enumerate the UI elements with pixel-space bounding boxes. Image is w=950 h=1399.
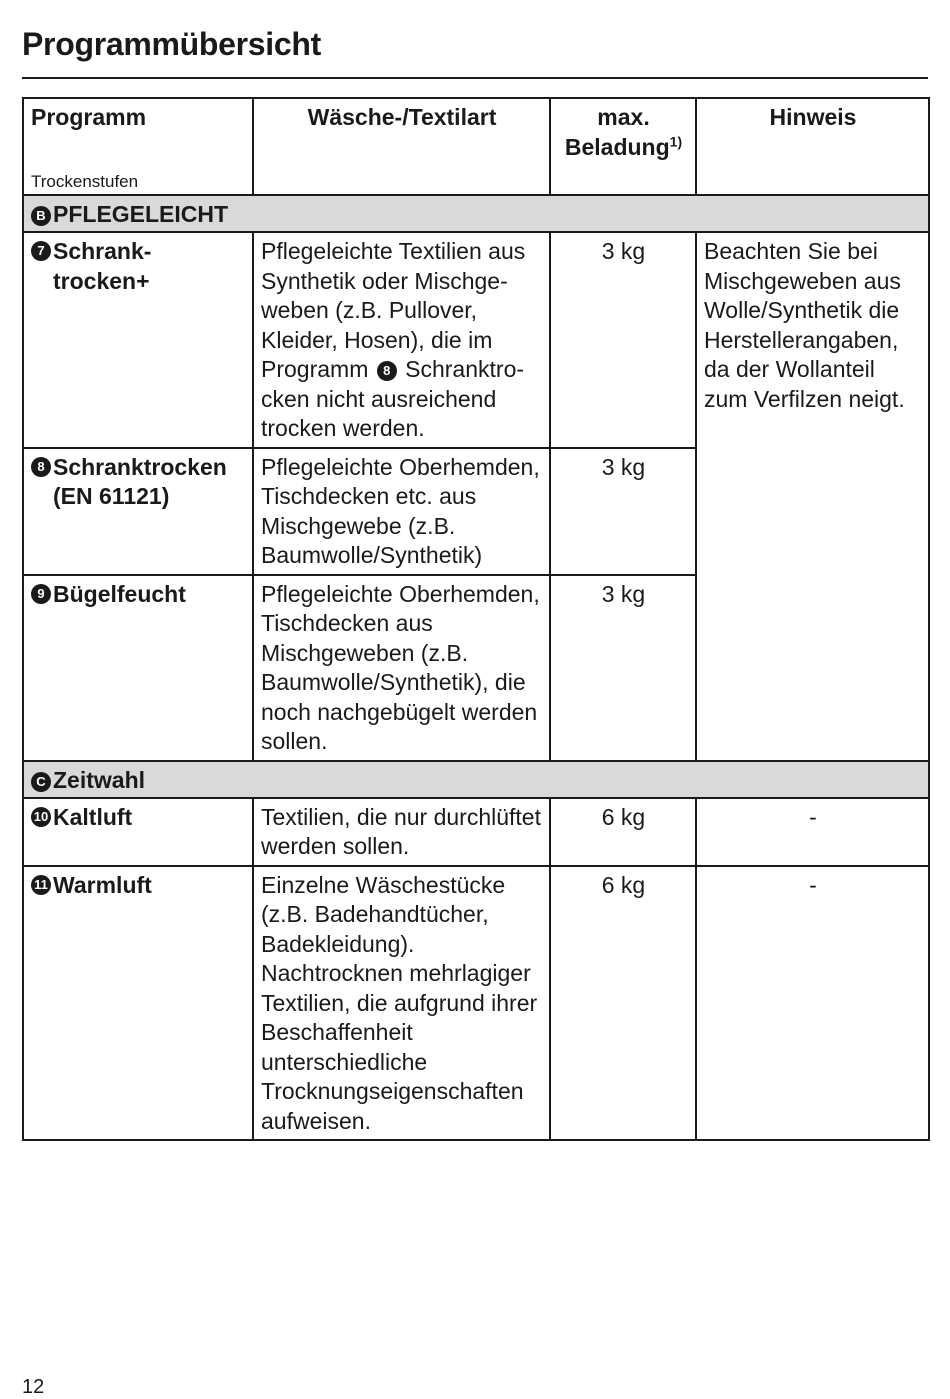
group-row-zeitwahl [23, 761, 929, 798]
group-title: Zeitwahl [53, 766, 146, 793]
group-badge-icon: C [31, 772, 51, 792]
program-name: Bügelfeucht [53, 580, 186, 607]
textile-cell: Einzelne Wäschestücke (z.B. Badehandtücher, Badekleidung). Nachtrocknen mehrlagiger Textilien, die aufgrund ihrer Beschaffenheit unterschiedliche Trocknungseigenschaften aufweisen. [253, 866, 550, 1141]
header-load-line1: max. [597, 104, 650, 130]
group-row-pflegeleicht [23, 195, 929, 232]
load-cell: 6 kg [550, 798, 696, 866]
program-number-icon: 8 [31, 457, 51, 477]
note-cell: - [696, 798, 929, 866]
page-title: Programmübersicht [22, 26, 321, 62]
header-note: Hinweis [696, 98, 929, 195]
header-program [23, 98, 253, 195]
group-title-cell [23, 761, 929, 798]
group-title-cell [23, 195, 929, 232]
program-name: Kaltluft [53, 803, 133, 830]
program-table [22, 97, 930, 1141]
program-cell [23, 866, 253, 1141]
load-cell: 3 kg [550, 232, 696, 448]
header-load [550, 98, 696, 195]
table-row [23, 798, 929, 866]
table-row [23, 232, 929, 448]
program-name-cont: trocken+ [53, 267, 150, 294]
program-cell [23, 232, 253, 448]
load-cell: 3 kg [550, 448, 696, 575]
header-program-label: Programm [31, 104, 147, 130]
textile-text-cont: Schranktrocken nicht ausreichend trocken werden. [261, 356, 525, 441]
note-cell: - [696, 866, 929, 1141]
program-cell [23, 448, 253, 575]
program-name-cont: (EN 61121) [53, 483, 170, 509]
textile-text: Pflegeleichte Textilien aus Synthetik oder Mischgeweben (z.B. Pullover, Kleider, Hosen), die im Programm [261, 238, 526, 382]
program-name: Schrank- [53, 238, 152, 264]
program-name: Schranktrocken [53, 453, 227, 480]
textile-cell: Pflegeleichte Oberhemden, Tischdecken aus Mischgeweben (z.B. Baumwolle/Synthetik), die noch nachgebügelt werden sollen. [253, 575, 550, 761]
program-cell [23, 798, 253, 866]
group-title: PFLEGELEICHT [53, 201, 229, 227]
program-number-icon: 11 [31, 875, 51, 895]
table-row [23, 866, 929, 1141]
header-textile: Wäsche-/Textilart [253, 98, 550, 195]
load-cell: 6 kg [550, 866, 696, 1141]
program-number-icon: 9 [31, 584, 51, 604]
program-cell [23, 575, 253, 761]
textile-cell: Textilien, die nur durchlüftet werden sollen. [253, 798, 550, 866]
program-number-icon: 7 [31, 241, 51, 261]
header-load-line2: Beladung [564, 133, 670, 160]
textile-cell [253, 232, 550, 448]
header-program-sublabel: Trockenstufen [31, 172, 139, 191]
program-number-icon: 10 [31, 807, 51, 827]
note-cell: Beachten Sie bei Mischgeweben aus Wolle/Synthetik die Herstellerangaben, da der Wollanteil zum Verfilzen neigt. [696, 232, 929, 761]
header-load-footnote: 1) [669, 132, 683, 149]
textile-cell: Pflegeleichte Oberhemden, Tischdecken etc. aus Mischgewebe (z.B. Baumwolle/Synthetik) [253, 448, 550, 575]
group-badge-icon: B [31, 206, 51, 226]
load-cell: 3 kg [550, 575, 696, 761]
page-number: 12 [22, 1376, 45, 1398]
table-header-row [23, 98, 929, 195]
program-name: Warmluft [53, 871, 152, 898]
title-divider [22, 77, 928, 79]
program-number-icon: 8 [377, 361, 397, 381]
